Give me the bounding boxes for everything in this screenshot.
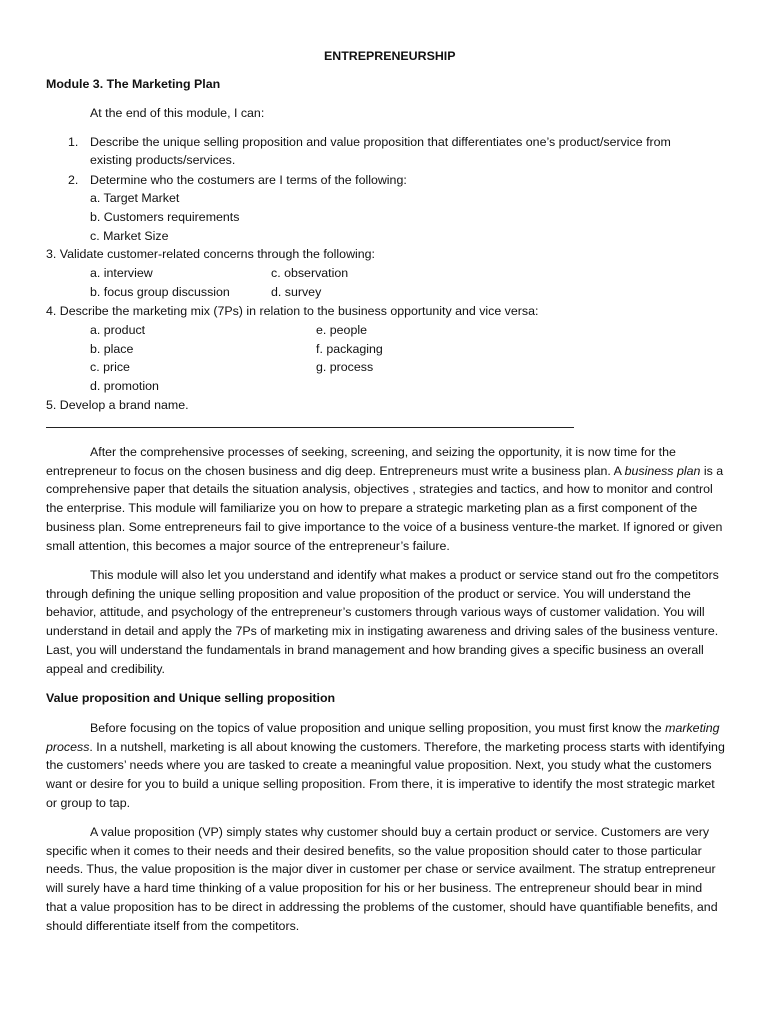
objective-3-item-c: c. observation — [271, 266, 349, 280]
objective-3-item-b: b. focus group discussion — [90, 285, 230, 299]
objective-4-item-a: a. product — [90, 323, 146, 337]
doc-title: ENTREPRENEURSHIP — [324, 49, 456, 63]
objective-3-item-d: d. survey — [271, 285, 322, 299]
module-heading: Module 3. The Marketing Plan — [46, 77, 221, 91]
objective-4-text: 4. Describe the marketing mix (7Ps) in relation to the business opportunity and vice versa: — [46, 304, 539, 318]
objective-5-text: 5. Develop a brand name. — [46, 398, 189, 412]
section-divider — [46, 427, 574, 428]
paragraph-marketing-process — [46, 719, 726, 813]
objective-2-item-c: c. Market Size — [90, 229, 169, 243]
objective-4-item-d: d. promotion — [90, 379, 159, 393]
objective-2-text: Determine who the costumers are I terms of the following: — [90, 173, 407, 187]
objective-2-item-a: a. Target Market — [90, 191, 180, 205]
term-marketing-process: marketing process — [46, 721, 720, 754]
objective-4-item-g: g. process — [316, 360, 374, 374]
objective-3-text: 3. Validate customer-related concerns through the following: — [46, 247, 375, 261]
intro-line: At the end of this module, I can: — [90, 106, 265, 120]
objective-1-number: 1. — [68, 135, 79, 149]
objective-1-text-cont: existing products/services. — [90, 153, 236, 167]
objective-4-item-f: f. packaging — [316, 342, 383, 356]
paragraph-1-text-a: After the comprehensive processes of seeking, screening, and seizing the opportunity, it is now time for the entrepreneur to focus on the chosen business and dig deep. Entrepreneurs must write a business plan. A — [46, 445, 676, 478]
objective-2-item-b: b. Customers requirements — [90, 210, 240, 224]
paragraph-1-text-b: is a comprehensive paper that details the situation analysis, objectives , strategies and tactics, and how to monitor and control the enterprise. This module will familiarize you on how to prepare a strategic marketing plan as a first component of the business plan. Some entrepreneurs fail to give importance to the voice of a business venture-the market. If ignored or given small attention, this becomes a major source of the entrepreneur’s failure. — [46, 463, 724, 553]
objective-4-item-c: c. price — [90, 360, 130, 374]
objective-1-text: Describe the unique selling proposition and value proposition that differentiates one’s product/service from — [90, 135, 671, 149]
paragraph-3-text-b: . In a nutshell, marketing is all about knowing the customers. Therefore, the marketing process starts with identifying the customers’ needs where you are tasked to create a meaningful value proposition. Next, you study what the customers want or desire for you to build a unique selling proposition. From there, it is imperative to identify the most strategic market or group to tap. — [46, 739, 725, 810]
paragraph-module-overview: This module will also let you understand and identify what makes a product or service stand out fro the competitors through defining the unique selling proposition and value proposition of the product or service. You will understand the behavior, attitude, and psychology of the entrepreneur’s customers through various ways of customer validation. You will understand in detail and apply the 7Ps of marketing mix in instigating awareness and driving sales of the business venture. Last, you will understand the fundamentals in brand management and how branding gives a specific business an overall appeal and credibility. — [46, 568, 719, 676]
objective-2-number: 2. — [68, 173, 79, 187]
paragraph-3-text-a: Before focusing on the topics of value proposition and unique selling proposition, you must first know the — [90, 721, 666, 735]
objective-4-item-e: e. people — [316, 323, 367, 337]
section-heading: Value proposition and Unique selling proposition — [46, 691, 336, 705]
objective-4-item-b: b. place — [90, 342, 134, 356]
objective-3-item-a: a. interview — [90, 266, 153, 280]
paragraph-business-plan — [46, 443, 726, 555]
paragraph-value-proposition: A value proposition (VP) simply states why customer should buy a certain product or service. Customers are very specific when it comes to their needs and their desired benefits, so the value proposition should cater to those particular needs. Thus, the value proposition is the major diver in customer per chase or service availment. The stratup entrepreneur will surely have a hard time thinking of a value proposition for his or her business. The entrepreneur should bear in mind that a value proposition has to be direct in addressing the problems of the customer, should have quantifiable benefits, and should differentiate itself from the competitors. — [46, 825, 718, 933]
term-business-plan: business plan — [624, 463, 701, 478]
